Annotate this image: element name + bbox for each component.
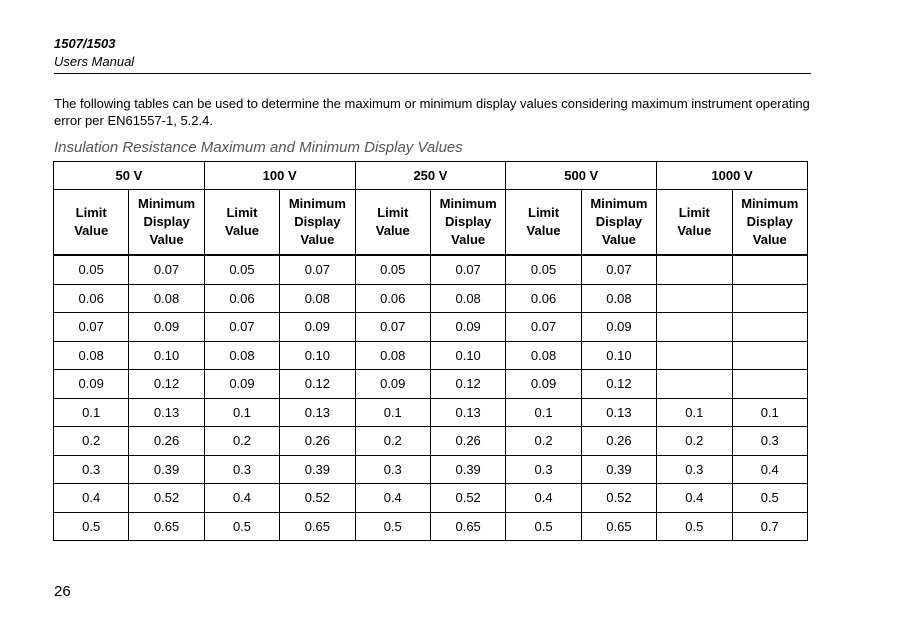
limit-value-cell: 0.1 xyxy=(54,398,129,427)
header-divider xyxy=(54,73,811,74)
limit-value-cell: 0.09 xyxy=(54,370,129,399)
table-row xyxy=(54,284,808,313)
minimum-display-value-cell: 0.08 xyxy=(430,284,505,313)
limit-value-header: Limit Value xyxy=(657,190,732,256)
limit-value-cell: 0.4 xyxy=(204,484,279,513)
limit-value-cell: 0.1 xyxy=(355,398,430,427)
table-row xyxy=(54,255,808,284)
limit-value-cell: 0.07 xyxy=(204,313,279,342)
minimum-display-value-cell: 0.07 xyxy=(581,255,656,284)
limit-value-cell: 0.08 xyxy=(506,341,581,370)
limit-value-cell: 0.08 xyxy=(204,341,279,370)
limit-value-header: Limit Value xyxy=(506,190,581,256)
document-model: 1507/1503 xyxy=(54,36,116,51)
table-row xyxy=(54,484,808,513)
minimum-display-value-cell: 0.7 xyxy=(732,512,807,541)
limit-value-cell xyxy=(657,313,732,342)
minimum-display-value-cell: 0.26 xyxy=(430,427,505,456)
minimum-display-value-cell: 0.08 xyxy=(280,284,355,313)
limit-value-cell: 0.5 xyxy=(204,512,279,541)
limit-value-cell: 0.3 xyxy=(506,455,581,484)
limit-value-cell: 0.5 xyxy=(355,512,430,541)
minimum-display-value-cell: 0.12 xyxy=(280,370,355,399)
minimum-display-value-cell xyxy=(732,284,807,313)
minimum-display-value-cell: 0.1 xyxy=(732,398,807,427)
minimum-display-value-cell: 0.65 xyxy=(581,512,656,541)
limit-value-cell: 0.1 xyxy=(506,398,581,427)
minimum-display-value-cell: 0.26 xyxy=(581,427,656,456)
limit-value-cell: 0.05 xyxy=(54,255,129,284)
limit-value-cell: 0.06 xyxy=(355,284,430,313)
limit-value-cell: 0.3 xyxy=(54,455,129,484)
limit-value-cell: 0.05 xyxy=(506,255,581,284)
limit-value-header: Limit Value xyxy=(204,190,279,256)
minimum-display-value-header: Minimum Display Value xyxy=(430,190,505,256)
limit-value-cell: 0.07 xyxy=(355,313,430,342)
limit-value-cell: 0.5 xyxy=(54,512,129,541)
minimum-display-value-cell: 0.4 xyxy=(732,455,807,484)
minimum-display-value-cell: 0.09 xyxy=(430,313,505,342)
minimum-display-value-cell: 0.10 xyxy=(280,341,355,370)
minimum-display-value-cell: 0.5 xyxy=(732,484,807,513)
table-row xyxy=(54,427,808,456)
minimum-display-value-cell: 0.13 xyxy=(129,398,204,427)
limit-value-header: Limit Value xyxy=(355,190,430,256)
minimum-display-value-cell: 0.10 xyxy=(581,341,656,370)
minimum-display-value-cell: 0.07 xyxy=(430,255,505,284)
minimum-display-value-cell: 0.10 xyxy=(430,341,505,370)
minimum-display-value-header: Minimum Display Value xyxy=(581,190,656,256)
limit-value-cell: 0.4 xyxy=(506,484,581,513)
limit-value-cell: 0.2 xyxy=(204,427,279,456)
intro-paragraph: The following tables can be used to determine the maximum or minimum display values considering maximum instrument operating error per EN61557-1, 5.2.4. xyxy=(54,96,810,128)
minimum-display-value-cell: 0.13 xyxy=(581,398,656,427)
minimum-display-value-header: Minimum Display Value xyxy=(732,190,807,256)
voltage-header-row xyxy=(54,162,808,190)
limit-value-cell: 0.5 xyxy=(657,512,732,541)
table-row xyxy=(54,512,808,541)
limit-value-cell xyxy=(657,341,732,370)
minimum-display-value-cell: 0.39 xyxy=(430,455,505,484)
table-body xyxy=(54,255,808,541)
insulation-resistance-table xyxy=(53,161,808,541)
limit-value-cell: 0.09 xyxy=(355,370,430,399)
minimum-display-value-cell: 0.08 xyxy=(129,284,204,313)
page-number: 26 xyxy=(54,583,71,600)
column-header-row xyxy=(54,190,808,256)
voltage-header: 500 V xyxy=(506,162,657,190)
minimum-display-value-cell: 0.26 xyxy=(129,427,204,456)
minimum-display-value-cell: 0.07 xyxy=(280,255,355,284)
minimum-display-value-header: Minimum Display Value xyxy=(129,190,204,256)
limit-value-cell: 0.4 xyxy=(657,484,732,513)
limit-value-cell xyxy=(657,255,732,284)
limit-value-cell: 0.1 xyxy=(657,398,732,427)
minimum-display-value-cell: 0.09 xyxy=(280,313,355,342)
minimum-display-value-cell xyxy=(732,255,807,284)
table-row xyxy=(54,370,808,399)
voltage-header: 250 V xyxy=(355,162,506,190)
limit-value-cell: 0.08 xyxy=(54,341,129,370)
minimum-display-value-cell xyxy=(732,313,807,342)
limit-value-cell: 0.2 xyxy=(657,427,732,456)
limit-value-cell: 0.3 xyxy=(657,455,732,484)
voltage-header: 1000 V xyxy=(657,162,808,190)
minimum-display-value-cell: 0.52 xyxy=(129,484,204,513)
limit-value-cell xyxy=(657,370,732,399)
limit-value-cell: 0.4 xyxy=(54,484,129,513)
minimum-display-value-cell: 0.39 xyxy=(280,455,355,484)
minimum-display-value-cell xyxy=(732,341,807,370)
minimum-display-value-cell: 0.65 xyxy=(430,512,505,541)
minimum-display-value-cell: 0.39 xyxy=(129,455,204,484)
minimum-display-value-cell: 0.09 xyxy=(129,313,204,342)
minimum-display-value-cell: 0.08 xyxy=(581,284,656,313)
limit-value-cell: 0.2 xyxy=(355,427,430,456)
table-row xyxy=(54,313,808,342)
table-row xyxy=(54,455,808,484)
limit-value-cell: 0.4 xyxy=(355,484,430,513)
limit-value-cell: 0.05 xyxy=(204,255,279,284)
minimum-display-value-cell: 0.52 xyxy=(581,484,656,513)
limit-value-cell: 0.09 xyxy=(506,370,581,399)
limit-value-header: Limit Value xyxy=(54,190,129,256)
minimum-display-value-cell: 0.39 xyxy=(581,455,656,484)
minimum-display-value-header: Minimum Display Value xyxy=(280,190,355,256)
limit-value-cell: 0.07 xyxy=(506,313,581,342)
limit-value-cell xyxy=(657,284,732,313)
table-row xyxy=(54,341,808,370)
table-row xyxy=(54,398,808,427)
limit-value-cell: 0.2 xyxy=(506,427,581,456)
voltage-header: 100 V xyxy=(204,162,355,190)
limit-value-cell: 0.5 xyxy=(506,512,581,541)
limit-value-cell: 0.3 xyxy=(355,455,430,484)
limit-value-cell: 0.2 xyxy=(54,427,129,456)
minimum-display-value-cell: 0.52 xyxy=(280,484,355,513)
limit-value-cell: 0.06 xyxy=(54,284,129,313)
document-title: Users Manual xyxy=(54,54,135,69)
limit-value-cell: 0.3 xyxy=(204,455,279,484)
minimum-display-value-cell: 0.12 xyxy=(581,370,656,399)
limit-value-cell: 0.07 xyxy=(54,313,129,342)
voltage-header: 50 V xyxy=(54,162,205,190)
minimum-display-value-cell xyxy=(732,370,807,399)
minimum-display-value-cell: 0.52 xyxy=(430,484,505,513)
limit-value-cell: 0.06 xyxy=(506,284,581,313)
minimum-display-value-cell: 0.07 xyxy=(129,255,204,284)
minimum-display-value-cell: 0.10 xyxy=(129,341,204,370)
limit-value-cell: 0.05 xyxy=(355,255,430,284)
minimum-display-value-cell: 0.3 xyxy=(732,427,807,456)
limit-value-cell: 0.06 xyxy=(204,284,279,313)
limit-value-cell: 0.1 xyxy=(204,398,279,427)
limit-value-cell: 0.08 xyxy=(355,341,430,370)
table-caption: Insulation Resistance Maximum and Minimum Display Values xyxy=(54,139,463,156)
minimum-display-value-cell: 0.09 xyxy=(581,313,656,342)
minimum-display-value-cell: 0.13 xyxy=(430,398,505,427)
table-head xyxy=(54,162,808,256)
minimum-display-value-cell: 0.26 xyxy=(280,427,355,456)
minimum-display-value-cell: 0.13 xyxy=(280,398,355,427)
minimum-display-value-cell: 0.12 xyxy=(129,370,204,399)
minimum-display-value-cell: 0.65 xyxy=(280,512,355,541)
minimum-display-value-cell: 0.65 xyxy=(129,512,204,541)
minimum-display-value-cell: 0.12 xyxy=(430,370,505,399)
limit-value-cell: 0.09 xyxy=(204,370,279,399)
